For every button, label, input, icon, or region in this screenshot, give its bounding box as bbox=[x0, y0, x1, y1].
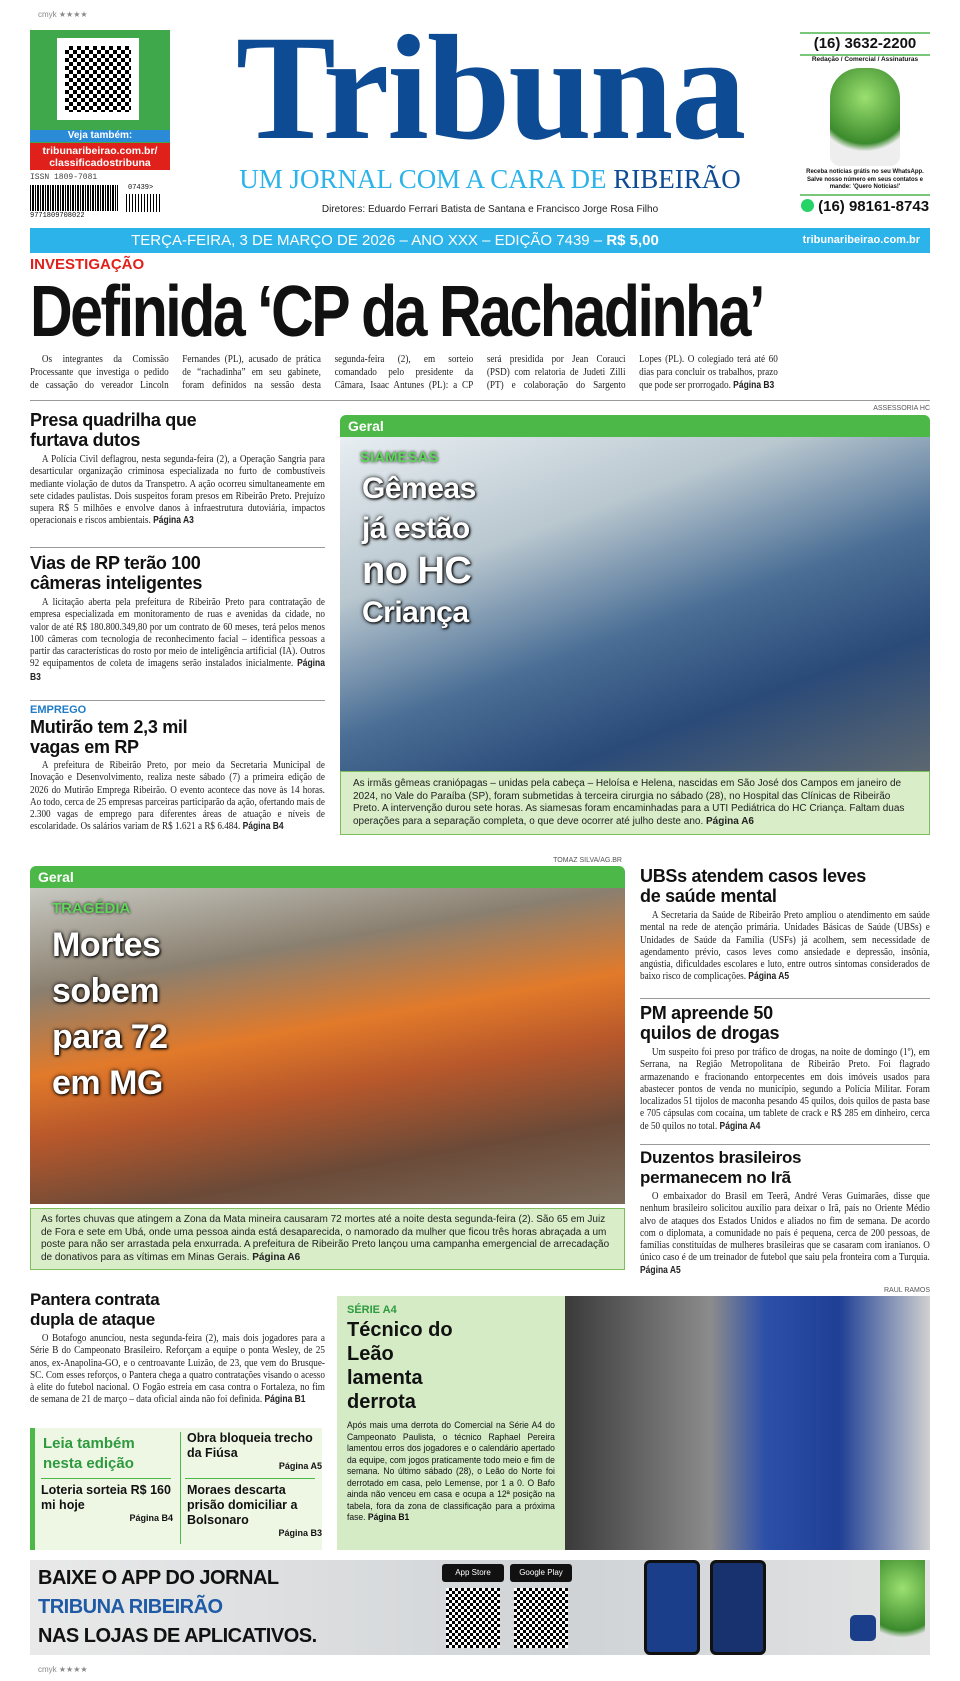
lead-body-text: Os integrantes da Comissão Processante que investiga o pedido de cassação do vereador Lincoln Fernandes (PL), acusado de prática de “rachadinha” em seu gabinete, foram definidos na sessão desta segunda-feira (2), em sorteio comandado pelo presidente da Câmara, Isaac Antunes (PL): a CP será presidida por Jean Corauci (PSD) com relatoria de Judeti Zilli (PT) e colaboração do Sargento Lopes (PL). O colegiado terá até 60 dias para concluir os trabalhos, prazo que pode ser prorrogado. bbox=[30, 353, 778, 391]
rescue-photo bbox=[30, 888, 625, 1204]
app-banner[interactable] bbox=[30, 1560, 930, 1655]
article-headline[interactable]: Vias de RP terão 100 câmeras inteligentes bbox=[30, 553, 203, 593]
article-serie-a4 bbox=[337, 1296, 565, 1550]
tagline-dark: RIBEIRÃO bbox=[613, 164, 741, 194]
headline-line: Gêmeas bbox=[362, 472, 476, 505]
page-ref[interactable]: Página A4 bbox=[719, 1120, 761, 1132]
qr-code-icon bbox=[446, 1588, 500, 1648]
barcode-icon bbox=[30, 185, 118, 211]
page-ref[interactable]: Página B1 bbox=[367, 1512, 410, 1523]
page-ref[interactable]: Página B1 bbox=[264, 1394, 306, 1406]
page-ref[interactable]: Página B3 bbox=[30, 658, 325, 683]
article-headline[interactable]: Mutirão tem 2,3 mil vagas em RP bbox=[30, 717, 188, 757]
article-text: Após mais uma derrota do Comercial na Série A4 do Campeonato Paulista, o técnico Raphael Pereira lamentou erros dos jogadores e o calendário apertado da equipe, com jogos praticamente todo meio e fim de semana. No último sábado (28), o Leão do Norte foi derrotado em casa, pelo Lemense, por 1 a 0. O Bafo ainda não venceu em casa e ocupa a 12ª posição na tabela, fora da zona de classificação para a próxima fase. bbox=[347, 1420, 555, 1523]
google-play-button[interactable]: Google Play bbox=[510, 1564, 572, 1582]
page-ref[interactable]: Página A3 bbox=[153, 515, 194, 527]
photo-credit: RAUL RAMOS bbox=[883, 1287, 930, 1294]
lead-body bbox=[30, 353, 930, 392]
page-ref: Página B3 bbox=[278, 1528, 322, 1538]
page-ref[interactable]: Página B4 bbox=[242, 821, 284, 833]
phone-mockup-icon bbox=[710, 1560, 766, 1655]
lead-kicker: INVESTIGAÇÃO bbox=[30, 256, 145, 273]
section-label: Geral bbox=[30, 866, 625, 888]
leia-headline: Moraes descarta prisão domiciliar a Bolsonaro bbox=[187, 1483, 298, 1527]
article-text: A prefeitura de Ribeirão Preto, por meio da Secretaria Municipal de Inovação e Desenvolvimento, realiza neste sábado (7) a primeira edição de 2026 do Mutirão Emprega Ribeirão. O evento acontece das nove às 14 horas. Ao todo, cerca de 25 empresas parceiras participarão da ação, ofertando mais de 2.300 vagas de emprego para diferentes áreas de atuação e níveis de escolaridade. Os salários variam de R$ 1.621 a R$ 6.484. bbox=[30, 759, 325, 833]
page-ref[interactable]: Página A5 bbox=[748, 971, 790, 983]
feature-gemeas bbox=[340, 415, 930, 835]
page-ref: Página B4 bbox=[129, 1513, 173, 1523]
caption-text: As irmãs gêmeas craniópagas – unidas pela cabeça – Heloísa e Helena, nascidas em São José dos Campos em janeiro de 2024, no Vale do Paraíba (SP), foram submetidas à terceira cirurgia no sábado (28), no Hospital das Clínicas de Ribeirão Preto. A intervenção durou sete horas. As siamesas foram encaminhadas para a UTI Pediátrica do HC Criança. Faltam duas operações para a separação completa, o que deve ocorrer até julho deste ano. bbox=[353, 778, 905, 827]
photo-kicker: SIAMESAS bbox=[360, 449, 439, 466]
headline-line: para 72 bbox=[52, 1018, 168, 1056]
leia-item[interactable] bbox=[41, 1483, 173, 1524]
article-body bbox=[30, 759, 325, 834]
phone-label: Redação / Comercial / Assinaturas bbox=[811, 56, 919, 63]
page-ref[interactable]: Página A6 bbox=[252, 1251, 301, 1263]
banner-text bbox=[38, 1564, 317, 1651]
photo-credit: ASSESSORIA HC bbox=[873, 405, 930, 412]
headline-line: no HC bbox=[362, 550, 472, 592]
photo-headline[interactable] bbox=[362, 469, 476, 633]
photo-credit: TOMAZ SILVA/AG.BR bbox=[553, 857, 622, 864]
article-body bbox=[347, 1420, 555, 1524]
qr-code-icon bbox=[514, 1588, 568, 1648]
article-kicker: EMPREGO bbox=[30, 704, 87, 716]
headline-line: sobem bbox=[52, 972, 160, 1010]
dateline bbox=[30, 232, 760, 249]
phone-number: (16) 3632-2200 bbox=[800, 32, 930, 56]
article-headline[interactable]: Pantera contrata dupla de ataque bbox=[30, 1290, 160, 1329]
barcode-number: 9771809708022 bbox=[30, 212, 85, 220]
classifieds-promo[interactable] bbox=[30, 30, 170, 170]
article-headline[interactable]: Presa quadrilha que furtava dutos bbox=[30, 410, 197, 450]
phone-mockup-icon bbox=[644, 1560, 700, 1655]
page-ref[interactable]: Página A6 bbox=[706, 815, 754, 827]
tagline bbox=[190, 164, 790, 194]
barcode-addon-icon bbox=[126, 194, 162, 212]
whatsapp-line bbox=[800, 198, 930, 216]
leia-item[interactable] bbox=[187, 1431, 322, 1472]
article-body bbox=[640, 1046, 930, 1133]
article-text: A licitação aberta pela prefeitura de Ribeirão Preto para contratação de empresa especializada em monitoramento de ruas e avenidas da cidade, no valor de até R$ 180.800.349,80 por um contrato de 60 meses, terá pelos menos 100 câmeras com tecnologia de reconhecimento facial – identifica pessoas a partir das características do rosto por meio de inteligência artificial (IA). Outros 92 equipamentos de coleta de imagens serão instalados inicialmente. bbox=[30, 596, 325, 670]
page-ref[interactable]: Página A5 bbox=[640, 1264, 681, 1276]
article-text: Um suspeito foi preso por tráfico de drogas, na noite de domingo (1º), em Serrana, na Região Metropolitana de Ribeirão Preto. Foi flagrado armazenando e fracionando entorpecentes em dois imóveis usados para abastecer pontos de venda no município, segundo a Polícia Militar. Foram localizados 51 tijolos de maconha pesando 45 quilos, dois quilos de pasta base e 705 cápsulas com cocaína, um tablete de crack e R$ 285 em dinheiro, cerca de 50 quilos no total. bbox=[640, 1046, 930, 1132]
headline-line: já estão bbox=[362, 512, 470, 545]
classifieds-link[interactable]: tribunaribeirao.com.br/ classificadostribuna bbox=[30, 143, 170, 170]
article-headline[interactable]: Duzentos brasileiros permanecem no Irã bbox=[640, 1148, 802, 1187]
mascot-dinosaur-icon bbox=[830, 68, 900, 166]
article-headline[interactable]: Técnico do Leão lamenta derrota bbox=[347, 1319, 453, 1413]
dateline-text: TERÇA-FEIRA, 3 DE MARÇO DE 2026 – ANO XXX – EDIÇÃO 7439 – bbox=[131, 232, 607, 249]
mascot-dinosaur-icon bbox=[880, 1560, 925, 1655]
lead-headline[interactable]: Definida ‘CP da Rachadinha’ bbox=[30, 272, 763, 352]
app-store-button[interactable]: App Store bbox=[442, 1564, 504, 1582]
leia-tambem-box bbox=[30, 1428, 322, 1550]
article-body bbox=[30, 453, 325, 528]
price: R$ 5,00 bbox=[606, 232, 659, 249]
dateline-bar bbox=[30, 228, 930, 253]
article-kicker: SÉRIE A4 bbox=[347, 1304, 397, 1316]
caption-text: As fortes chuvas que atingem a Zona da Mata mineira causaram 72 mortes até a noite desta segunda-feira (2). São 65 em Juiz de Fora e sete em Ubá, onde uma pessoa ainda está desaparecida, o namorado da mulher que ficou três horas abraçada a um poste para não ser arrastada pela enxurrada. A prefeitura de Ribeirão Preto lançou uma campanha emergencial de arrecadação de donativos para as vítimas em Minas Gerais. bbox=[41, 1214, 610, 1263]
banner-line: TRIBUNA RIBEIRÃO bbox=[38, 1596, 223, 1618]
barcode-addon: 07439> bbox=[128, 184, 154, 192]
photo-caption bbox=[30, 1208, 625, 1270]
feature-mortes bbox=[30, 866, 625, 1270]
article-headline[interactable]: PM apreende 50 quilos de drogas bbox=[640, 1003, 780, 1043]
article-body bbox=[640, 909, 930, 984]
article-body bbox=[30, 596, 325, 684]
leia-headline: Obra bloqueia trecho da Fiúsa bbox=[187, 1431, 313, 1460]
article-body bbox=[30, 1332, 325, 1407]
app-icon bbox=[850, 1615, 876, 1641]
directors: Diretores: Eduardo Ferrari Batista de Santana e Francisco Jorge Rosa Filho bbox=[321, 204, 659, 215]
photo-caption bbox=[340, 771, 930, 835]
surgery-photo bbox=[340, 437, 930, 771]
whatsapp-text: Receba notícias grátis no seu WhatsApp. Salve nosso número em seus contatos e mande: 'Quero Notícias!' bbox=[800, 169, 930, 196]
page-ref: Página A5 bbox=[278, 1461, 322, 1471]
issn: ISSN 1809-7081 bbox=[30, 173, 98, 182]
logo: Tribuna bbox=[235, 5, 745, 171]
photo-kicker: TRAGÉDIA bbox=[52, 900, 131, 917]
lead-page-ref[interactable]: Página B3 bbox=[733, 380, 775, 391]
article-text: O embaixador do Brasil em Teerã, André Veras Guimarães, disse que nenhum brasileiro solicitou auxílio para deixar o Irã, país no Oriente Médio alvo de ataques dos Estados Unidos e aliados no fim de semana. De acordo com o diplomata, a comunidade no país é pequena, cerca de 200 pessoas, de famílias constituídas de mulheres brasileiras que se casaram com iranianos. O único caso é de um treinador de futebol que saiu pela fronteira com a Turquia. bbox=[640, 1190, 930, 1264]
whatsapp-icon bbox=[801, 199, 814, 212]
photo-headline[interactable] bbox=[52, 922, 168, 1106]
article-text: A Polícia Civil deflagrou, nesta segunda-feira (2), a Operação Sangria para desarticular organização criminosa especializada no furto de combustíveis mediante violação de dutos da Transpetro. A ação ocorreu simultaneamente em sete cidades paulistas. Dois suspeitos foram presos em Ribeirão Preto. Prejuízo supera R$ 5 milhões e envolve danos à infraestrutura dutoviária, impactos operacionais e riscos ambientais. bbox=[30, 453, 325, 527]
qr-code-icon bbox=[57, 38, 139, 120]
headline-line: Mortes bbox=[52, 926, 161, 964]
headline-line: Criança bbox=[362, 596, 469, 629]
section-label: Geral bbox=[340, 415, 930, 437]
print-marks-bottom: cmyk ★★★★ bbox=[38, 1665, 88, 1674]
leia-title: Leia também nesta edição bbox=[43, 1435, 135, 1472]
article-text: A Secretaria da Saúde de Ribeirão Preto ampliou o atendimento em saúde mental na rede de atenção primária. Unidades Básicas de Saúde (UBSs) e Unidades de Saúde da Família (USFs) já acolhem, sem necessidade de agendamento prévio, casos leves como ansiedade e depressão, insônia, angústia, dificuldades escolares e luto, entre outros sintomas considerados de baixo risco de complicações. bbox=[640, 909, 930, 983]
print-marks-top: cmyk ★★★★ bbox=[38, 10, 88, 19]
site-link[interactable]: tribunaribeirao.com.br bbox=[802, 234, 920, 246]
article-headline[interactable]: UBSs atendem casos leves de saúde mental bbox=[640, 866, 866, 906]
article-text: O Botafogo anunciou, nesta segunda-feira (2), mais dois jogadores para a Série B do Campeonato Brasileiro. Reforçam a equipe o ponta Wesley, de 25 anos, ex-Anapolina-GO, e o centroavante Luizão, de 23, que vem do Brusque-SC. Com esses reforços, o Pantera chega a quatro contratações visando o acesso à elite do futebol nacional. O Fogão estreia em casa contra o Fortaleza, no fim de semana de 21 de março – data oficial ainda não foi definida. bbox=[30, 1332, 325, 1406]
article-body bbox=[640, 1190, 930, 1277]
leia-headline: Loteria sorteia R$ 160 mi hoje bbox=[41, 1483, 171, 1512]
coach-photo bbox=[565, 1296, 930, 1550]
tagline-light: UM JORNAL COM A CARA DE bbox=[239, 164, 607, 194]
banner-line: NAS LOJAS DE APLICATIVOS. bbox=[38, 1625, 317, 1647]
see-also-label: Veja também: bbox=[30, 130, 170, 142]
whatsapp-phone: (16) 98161-8743 bbox=[818, 198, 930, 215]
banner-line: BAIXE O APP DO JORNAL bbox=[38, 1567, 279, 1589]
leia-item[interactable] bbox=[187, 1483, 322, 1539]
headline-line: em MG bbox=[52, 1064, 163, 1102]
